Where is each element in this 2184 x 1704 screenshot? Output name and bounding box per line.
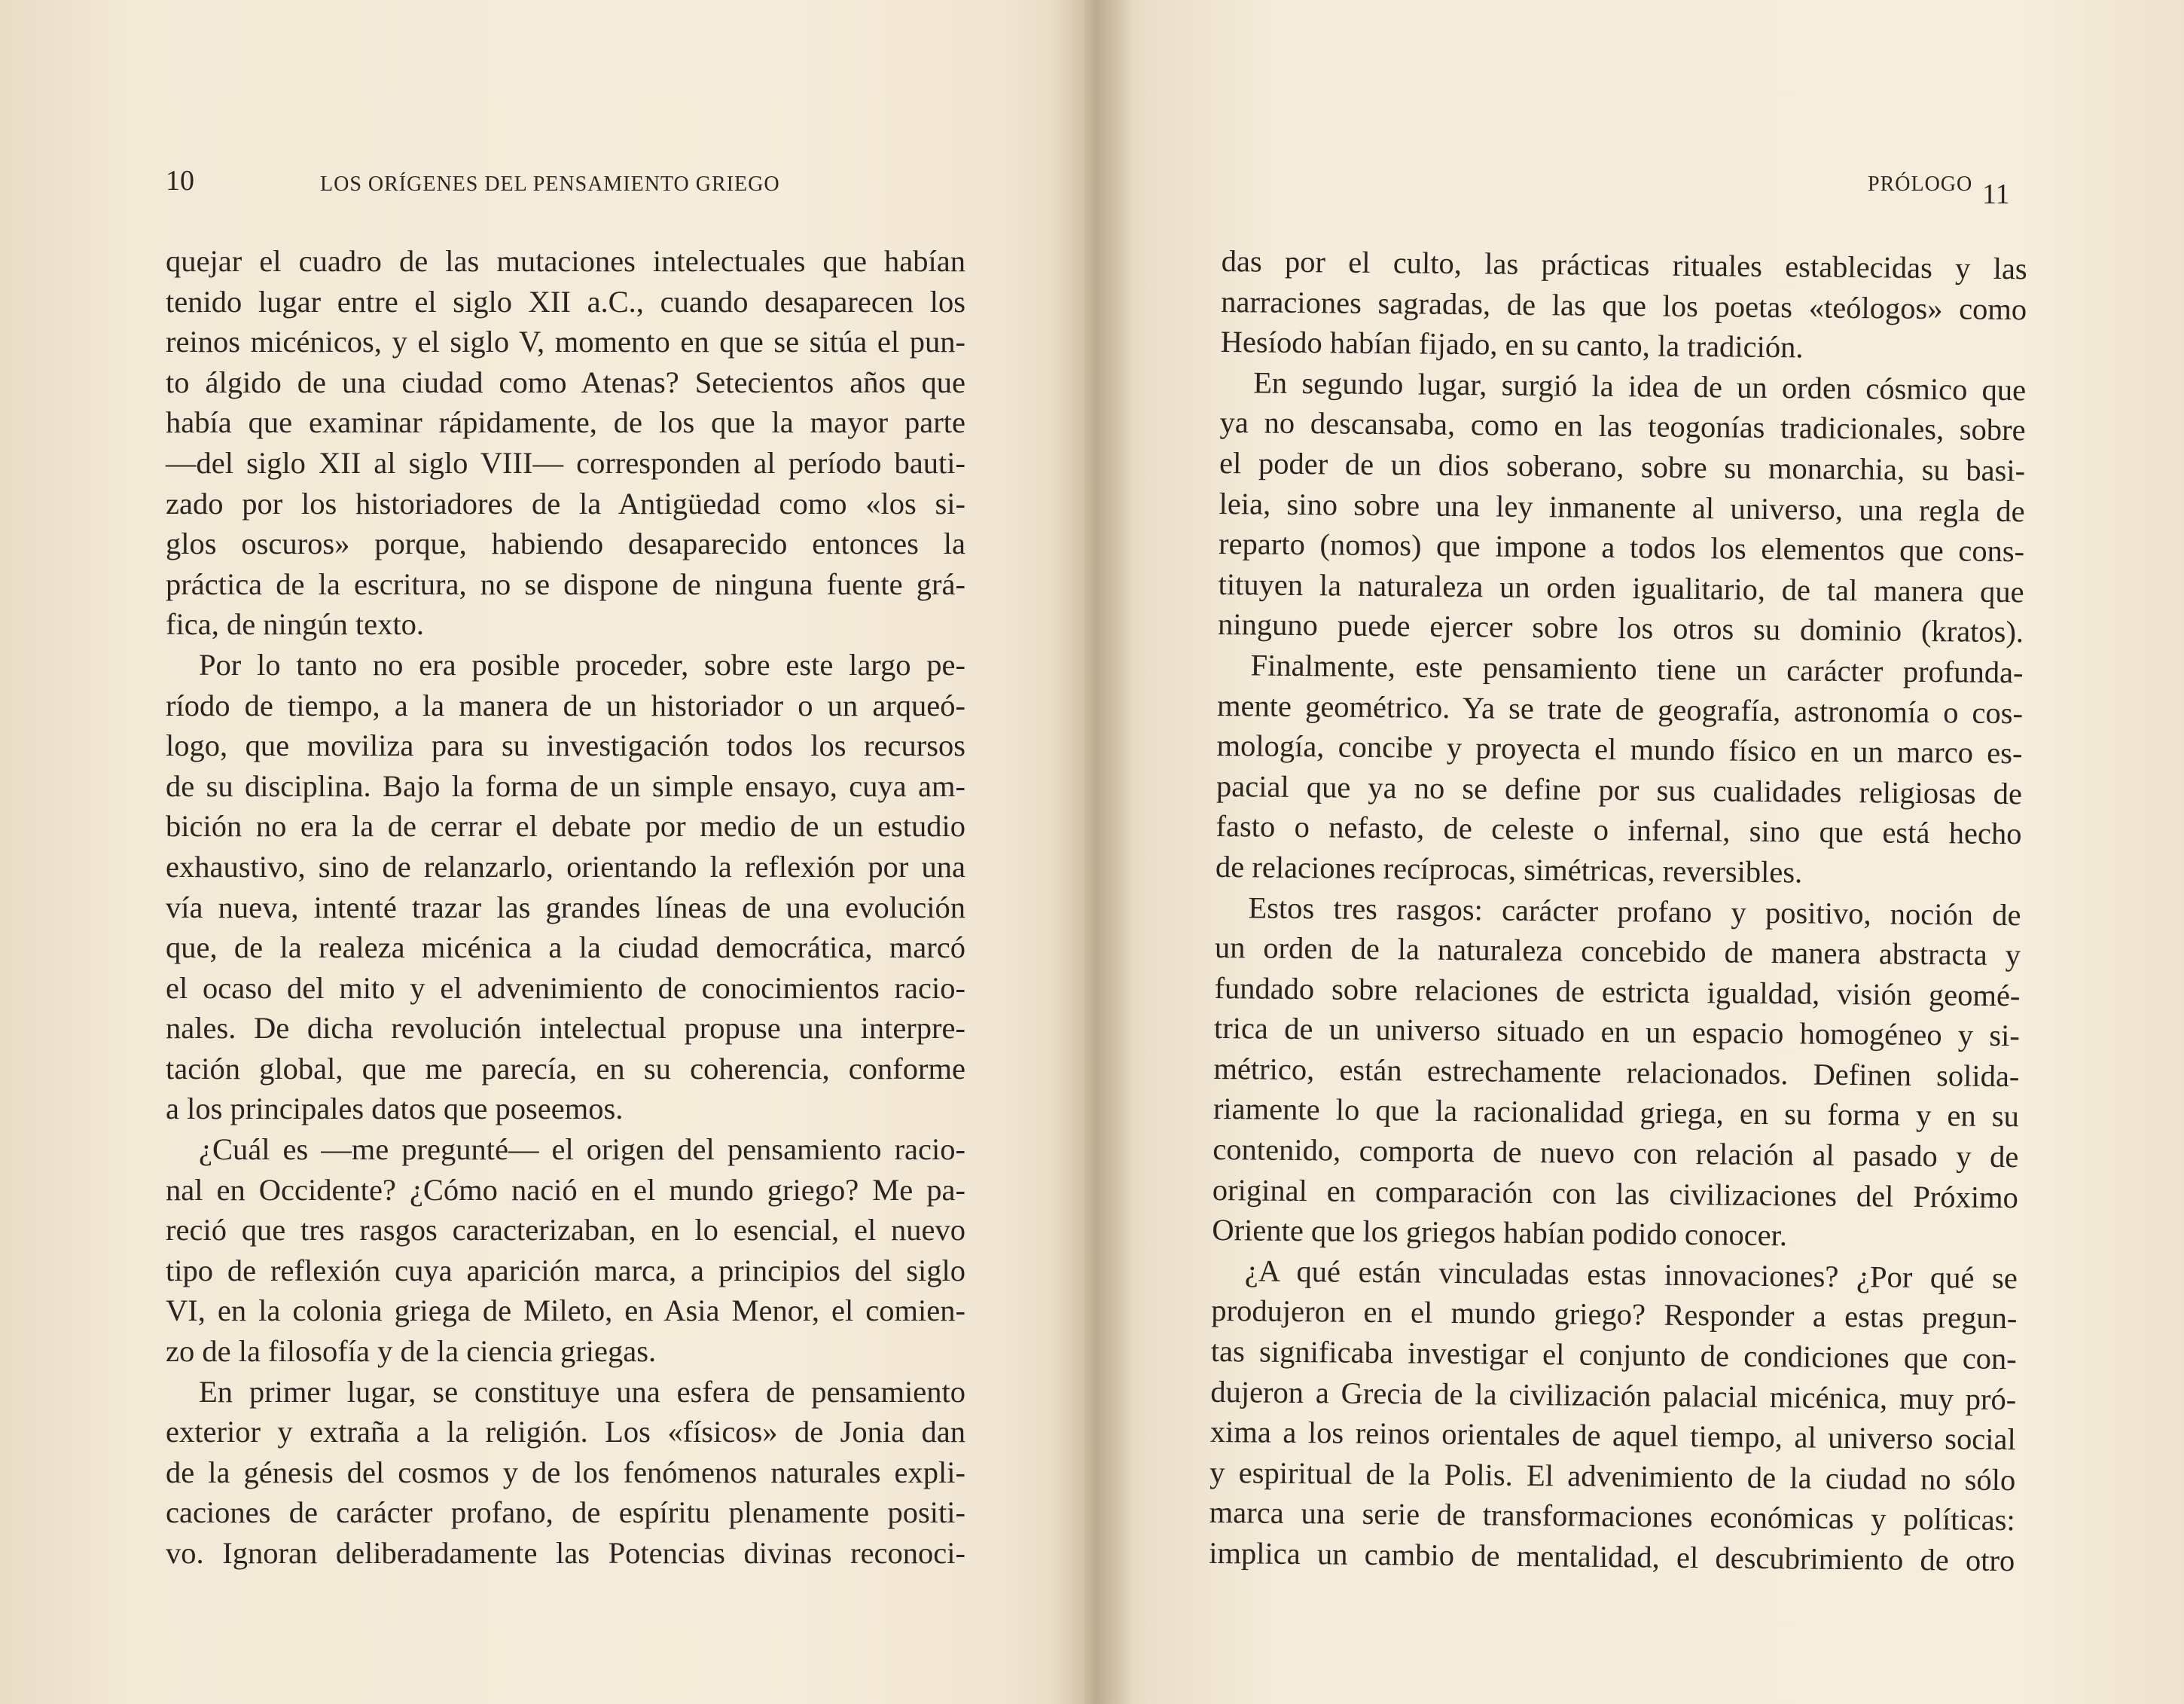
text-line: tas significaba investigar el conjunto de condiciones que con- <box>1210 1333 2018 1376</box>
text-line: de la génesis del cosmos y de los fenómenos naturales expli- <box>166 1455 965 1489</box>
text-line: bición no era la de cerrar el debate por medio de un estudio <box>166 809 965 844</box>
text-line: fasto o nefasto, de celeste o infernal, sino que está hecho <box>1216 809 2022 851</box>
text-line: pacial que ya no se define por sus cualidades religiosas de <box>1216 768 2023 811</box>
text-line: reinos micénicos, y el siglo V, momento en que se sitúa el pun- <box>166 325 965 359</box>
text-line: nales. De dicha revolución intelectual propuse una interpre- <box>166 1011 965 1046</box>
text-line: fundado sobre relaciones de estricta igualdad, visión geomé- <box>1214 970 2021 1012</box>
text-line: caciones de carácter profano, de espíritu plenamente positi- <box>166 1495 965 1530</box>
text-line: ¿A qué están vinculadas estas innovaciones? ¿Por qué se <box>1244 1254 2018 1296</box>
text-line: trica de un universo situado en un espacio homogéneo y si- <box>1213 1011 2021 1053</box>
text-line: a los principales datos que poseemos. <box>166 1092 624 1126</box>
text-line: Hesíodo habían fijado, en su canto, la tradición. <box>1220 325 1804 365</box>
text-line: ya no descansaba, como en las teogonías tradicionales, sobre <box>1219 405 2026 447</box>
text-line: logo, que moviliza para su investigación todos los recursos <box>166 728 965 763</box>
text-line: el poder de un dios soberano, sobre su monarchia, su basi- <box>1219 445 2026 488</box>
text-line: En primer lugar, se constituye una esfera de pensamiento <box>199 1374 965 1409</box>
text-line: Estos tres rasgos: carácter profano y positivo, noción de <box>1248 890 2021 932</box>
text-line: de relaciones recíprocas, simétricas, reversibles. <box>1215 849 1803 890</box>
text-line: tipo de reflexión cuya aparición marca, a principios del siglo <box>166 1253 965 1287</box>
text-line: Finalmente, este pensamiento tiene un carácter profunda- <box>1250 648 2024 690</box>
text-line: tituyen la naturaleza un orden igualitario, de tal manera que <box>1218 566 2024 609</box>
left-page-body <box>166 241 965 1574</box>
text-line: vo. Ignoran deliberadamente las Potencias divinas reconoci- <box>166 1536 965 1570</box>
text-line: nal en Occidente? ¿Cómo nació en el mundo griego? Me pa- <box>166 1172 965 1207</box>
text-line: zo de la filosofía y de la ciencia griegas. <box>166 1334 657 1369</box>
text-line: marca una serie de transformaciones económicas y políticas: <box>1209 1495 2015 1538</box>
text-line: xima a los reinos orientales de aquel tiempo, al universo social <box>1209 1415 2016 1457</box>
text-line: ríodo de tiempo, a la manera de un historiador o un arqueó- <box>166 688 965 722</box>
text-line: —del siglo XII al siglo VIII— corresponden al período bauti- <box>166 445 965 480</box>
text-line: zado por los historiadores de la Antigüedad como «los si- <box>166 486 965 521</box>
text-line: glos oscuros» porque, habiendo desaparecido entonces la <box>166 527 965 561</box>
right-page-number: 11 <box>1982 179 2010 210</box>
text-line: leia, sino sobre una ley inmanente al universo, una regla de <box>1219 486 2025 528</box>
text-line: de su disciplina. Bajo la forma de un simple ensayo, cuya am- <box>166 768 965 803</box>
text-line: vía nueva, intenté trazar las grandes líneas de una evolución <box>166 890 965 924</box>
text-line: métrico, están estrechamente relacionados. Definen solida- <box>1213 1051 2020 1094</box>
text-line: to álgido de una ciudad como Atenas? Setecientos años que <box>166 365 965 399</box>
text-line: produjeron en el mundo griego? Responder a estas pregun- <box>1211 1293 2018 1336</box>
text-line: VI, en la colonia griega de Mileto, en Asia Menor, el comien- <box>166 1293 965 1328</box>
text-line: había que examinar rápidamente, de los que la mayor parte <box>166 405 965 440</box>
text-line: quejar el cuadro de las mutaciones intelectuales que habían <box>166 244 965 278</box>
text-line: exhaustivo, sino de relanzarlo, orientando la reflexión por una <box>166 849 965 884</box>
text-line: riamente lo que la racionalidad griega, en su forma y en su <box>1212 1092 2020 1134</box>
right-running-head: PRÓLOGO <box>1868 173 1973 196</box>
text-line: das por el culto, las prácticas rituales establecidas y las <box>1221 243 2027 286</box>
text-line: fica, de ningún texto. <box>166 607 425 642</box>
text-line: ¿Cuál es —me pregunté— el origen del pensamiento racio- <box>199 1132 965 1167</box>
text-line: tenido lugar entre el siglo XII a.C., cuando desaparecen los <box>166 284 965 319</box>
text-line: contenido, comporta de nuevo con relación al pasado y de <box>1212 1132 2019 1174</box>
text-line: En segundo lugar, surgió la idea de un orden cósmico que <box>1252 365 2027 408</box>
text-line: mente geométrico. Ya se trate de geografía, astronomía o cos- <box>1216 688 2024 730</box>
text-line: y espiritual de la Polis. El advenimiento de la ciudad no sólo <box>1209 1455 2016 1498</box>
text-line: reparto (nomos) que impone a todos los elementos que cons- <box>1218 527 2025 569</box>
text-line: Oriente que los griegos habían podido conocer. <box>1212 1213 1788 1253</box>
book-gutter <box>1051 0 1133 1704</box>
left-page-number: 10 <box>166 165 194 197</box>
text-line: que, de la realeza micénica a la ciudad democrática, marcó <box>166 930 965 965</box>
text-line: original en comparación con las civilizaciones del Próximo <box>1212 1172 2019 1214</box>
text-line: un orden de la naturaleza concebido de manera abstracta y <box>1214 930 2021 973</box>
text-line: reció que tres rasgos caracterizaban, en lo esencial, el nuevo <box>166 1213 965 1247</box>
text-line: tación global, que me parecía, en su coherencia, conforme <box>166 1051 965 1086</box>
text-line: práctica de la escritura, no se dispone de ninguna fuente grá- <box>166 566 965 601</box>
left-page <box>0 0 1084 1704</box>
text-line: mología, concibe y proyecta el mundo físico en un marco es- <box>1216 728 2023 771</box>
right-page-body <box>1209 241 2027 1581</box>
left-running-head: LOS ORÍGENES DEL PENSAMIENTO GRIEGO <box>320 173 780 196</box>
text-line: Por lo tanto no era posible proceder, sobre este largo pe- <box>199 647 965 682</box>
text-line: implica un cambio de mentalidad, el descubrimiento de otro <box>1209 1535 2015 1578</box>
text-line: dujeron a Grecia de la civilización palacial micénica, muy pró- <box>1210 1374 2017 1416</box>
text-line: narraciones sagradas, de las que los poetas «teólogos» como <box>1221 284 2027 326</box>
text-line: exterior y extraña a la religión. Los «físicos» de Jonia dan <box>166 1415 965 1449</box>
text-line: el ocaso del mito y el advenimiento de conocimientos racio- <box>166 970 965 1005</box>
text-line: ninguno puede ejercer sobre los otros su dominio (kratos). <box>1217 607 2024 649</box>
